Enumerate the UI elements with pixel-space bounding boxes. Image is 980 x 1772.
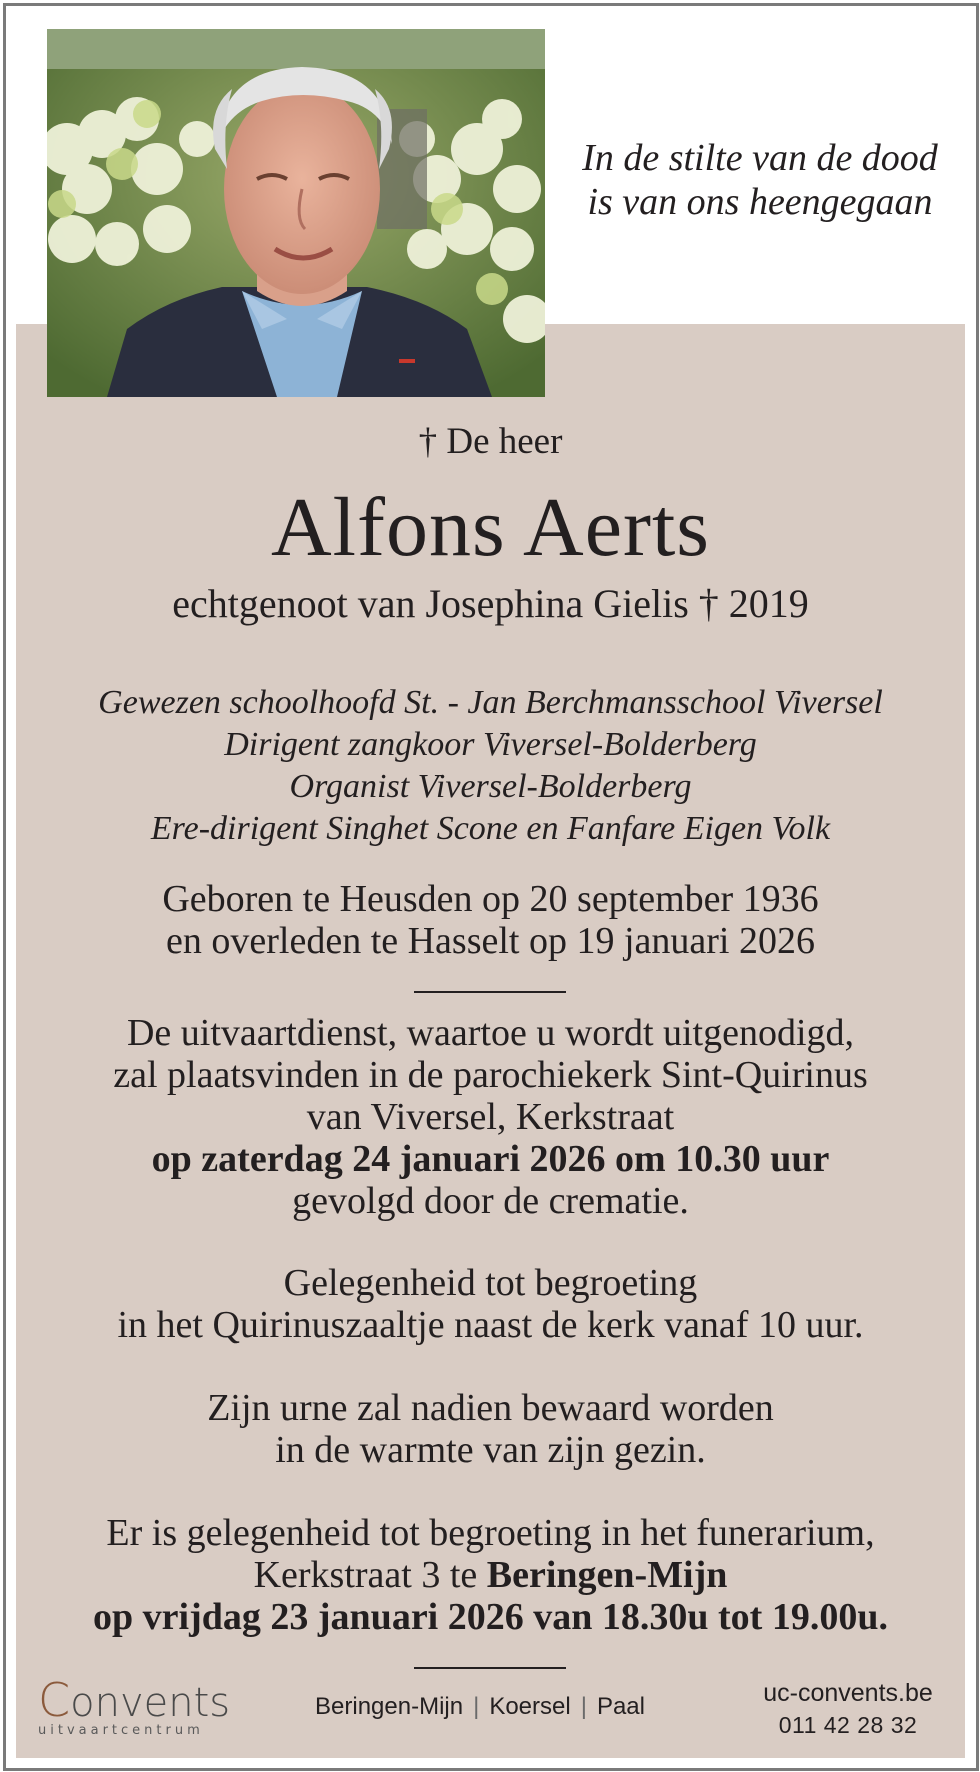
location-item: Paal xyxy=(596,1693,645,1720)
greeting-line: in het Quirinuszaaltje naast de kerk vanaf 10 uur. xyxy=(117,1304,864,1346)
portrait-photo xyxy=(47,29,545,397)
portrait-image xyxy=(47,29,545,397)
phone-number: 011 42 28 32 xyxy=(778,1712,918,1738)
urn-line: Zijn urne zal nadien bewaard worden xyxy=(207,1387,774,1429)
role-item: Gewezen schoolhoofd St. - Jan Berchmansschool Viversel xyxy=(98,684,883,721)
funerarium-datetime: op vrijdag 23 januari 2026 van 18.30u tot 19.00u. xyxy=(93,1596,888,1638)
service-line: zal plaatsvinden in de parochiekerk Sint-Quirinus xyxy=(113,1054,868,1096)
service-line: De uitvaartdienst, waartoe u wordt uitgenodigd, xyxy=(126,1012,855,1054)
role-item: Ere-dirigent Singhet Scone en Fanfare Eigen Volk xyxy=(150,810,831,847)
separator: | xyxy=(473,1693,480,1720)
roles-list xyxy=(16,682,965,850)
honorific-prefix: † De heer xyxy=(418,421,563,462)
location-item: Beringen-Mijn xyxy=(315,1693,464,1720)
life-dates xyxy=(16,878,965,962)
funerarium-line: Er is gelegenheid tot begroeting in het funerarium, xyxy=(106,1512,875,1554)
role-item: Dirigent zangkoor Viversel-Bolderberg xyxy=(224,726,757,763)
service-datetime: op zaterdag 24 januari 2026 om 10.30 uur xyxy=(151,1138,830,1180)
greeting-info xyxy=(16,1262,965,1346)
funerarium-address xyxy=(16,1554,965,1596)
location-item: Koersel xyxy=(489,1693,571,1720)
death-line: en overleden te Hasselt op 19 januari 2026 xyxy=(166,920,815,962)
motto-line: In de stilte van de dood xyxy=(582,137,938,179)
greeting-line: Gelegenheid tot begroeting xyxy=(283,1262,698,1304)
service-line: gevolgd door de crematie. xyxy=(292,1180,689,1222)
contact-info xyxy=(740,1677,956,1741)
urn-info xyxy=(16,1387,965,1471)
urn-line: in de warmte van zijn gezin. xyxy=(275,1429,706,1471)
funerarium-info xyxy=(16,1512,965,1638)
motto xyxy=(560,136,960,224)
website-link[interactable]: uc-convents.be xyxy=(763,1679,933,1707)
logo-wordmark: Convents xyxy=(38,1673,231,1727)
divider xyxy=(414,1667,566,1669)
divider xyxy=(414,991,566,993)
deceased-name: Alfons Aerts xyxy=(271,481,710,574)
convents-logo xyxy=(38,1673,231,1738)
funeral-service xyxy=(16,1012,965,1222)
separator: | xyxy=(580,1693,587,1720)
location-name: Beringen-Mijn xyxy=(486,1554,728,1596)
address-text: Kerkstraat 3 te xyxy=(253,1554,487,1596)
location-list xyxy=(300,1689,660,1725)
role-item: Organist Viversel-Bolderberg xyxy=(289,768,692,805)
motto-line: is van ons heengegaan xyxy=(587,181,933,223)
birth-line: Geboren te Heusden op 20 september 1936 xyxy=(162,878,819,920)
logo-tagline: uitvaartcentrum xyxy=(38,1723,204,1738)
spouse-line: echtgenoot van Josephina Gielis † 2019 xyxy=(172,581,809,626)
service-line: van Viversel, Kerkstraat xyxy=(306,1096,675,1138)
